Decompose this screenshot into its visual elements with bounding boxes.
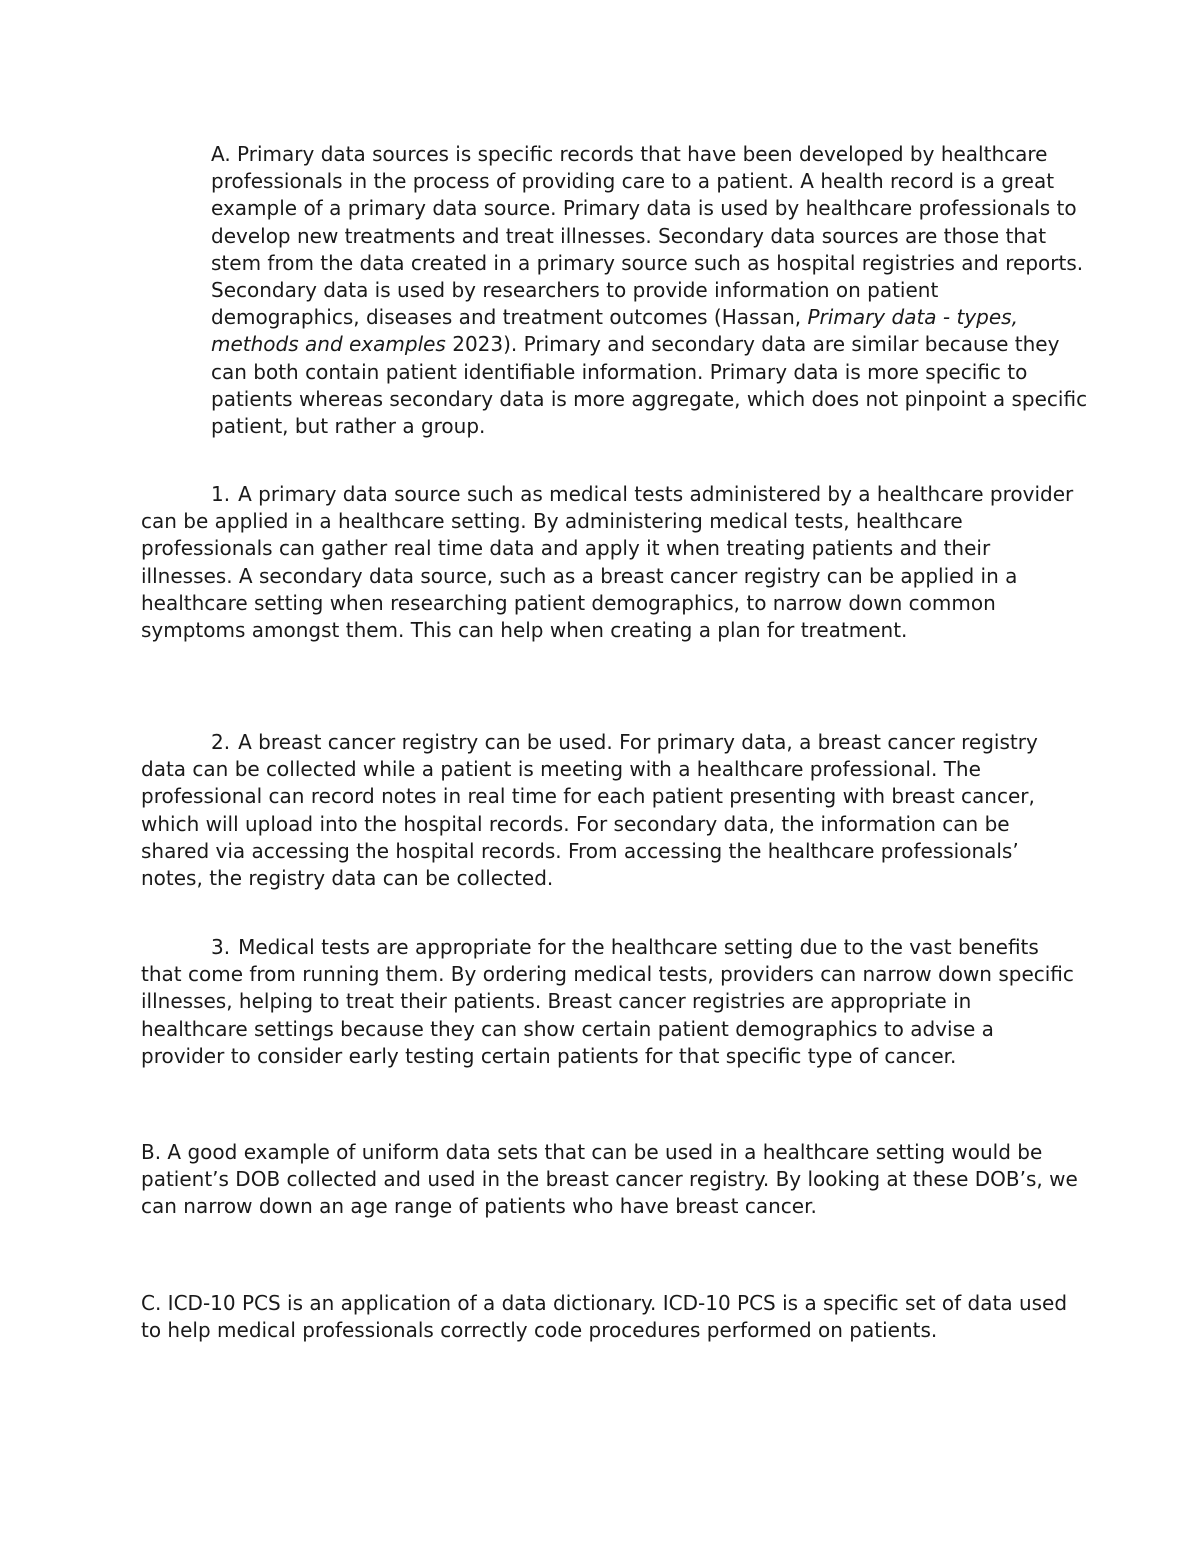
item-text: A primary data source such as medical tests administered by a healthcare provider can be applied in a healthcare setting. By administering medical tests, healthcare professionals can gather real time data and apply it when treating patients and their illnesses. A secondary data source, such as a breast cancer registry can be applied in a healthcare setting when researching patient demographics, to narrow down common symptoms amongst them. This can help when creating a plan for treatment.	[141, 482, 1074, 643]
numbered-item-3	[141, 934, 1081, 1070]
item-number: 1.	[211, 482, 231, 506]
item-number: 2.	[211, 730, 231, 754]
section-a-paragraph	[211, 141, 1091, 440]
item-number: 3.	[211, 935, 231, 959]
numbered-item-1	[141, 481, 1081, 644]
section-a-text: A. Primary data sources is specific records that have been developed by healthcare professionals in the process of providing care to a patient. A health record is a great example of a primary data source. Primary data is used by healthcare professionals to develop new treatments and treat illnesses. Secondary data sources are those that stem from the data created in a primary source such as hospital registries and reports. Secondary data is used by researchers to provide information on patient demographics, diseases and treatment outcomes (Hassan,	[211, 142, 1084, 330]
item-text: Medical tests are appropriate for the healthcare setting due to the vast benefits that come from running them. By ordering medical tests, providers can narrow down specific illnesses, helping to treat their patients. Breast cancer registries are appropriate in healthcare settings because they can show certain patient demographics to advise a provider to consider early testing certain patients for that specific type of cancer.	[141, 935, 1074, 1068]
item-text: A breast cancer registry can be used. For primary data, a breast cancer registry data can be collected while a patient is meeting with a healthcare professional. The professional can record notes in real time for each patient presenting with breast cancer, which will upload into the hospital records. For secondary data, the information can be shared via accessing the hospital records. From accessing the healthcare professionals’ notes, the registry data can be collected.	[141, 730, 1038, 891]
section-b-paragraph: B. A good example of uniform data sets that can be used in a healthcare setting would be patient’s DOB collected and used in the breast cancer registry. By looking at these DOB’s, we can narrow down an age range of patients who have breast cancer.	[141, 1140, 1078, 1219]
numbered-item-2	[141, 729, 1081, 892]
section-c-paragraph: C. ICD-10 PCS is an application of a data dictionary. ICD-10 PCS is a specific set of data used to help medical professionals correctly code procedures performed on patients.	[141, 1291, 1068, 1343]
citation-title: Primary data - types, methods and examples	[211, 305, 1018, 357]
section-a-text-continued: 2023). Primary and secondary data are similar because they can both contain patient identifiable information. Primary data is more specific to patients whereas secondary data is more aggregate, which does not pinpoint a specific patient, but rather a group.	[211, 332, 1088, 439]
